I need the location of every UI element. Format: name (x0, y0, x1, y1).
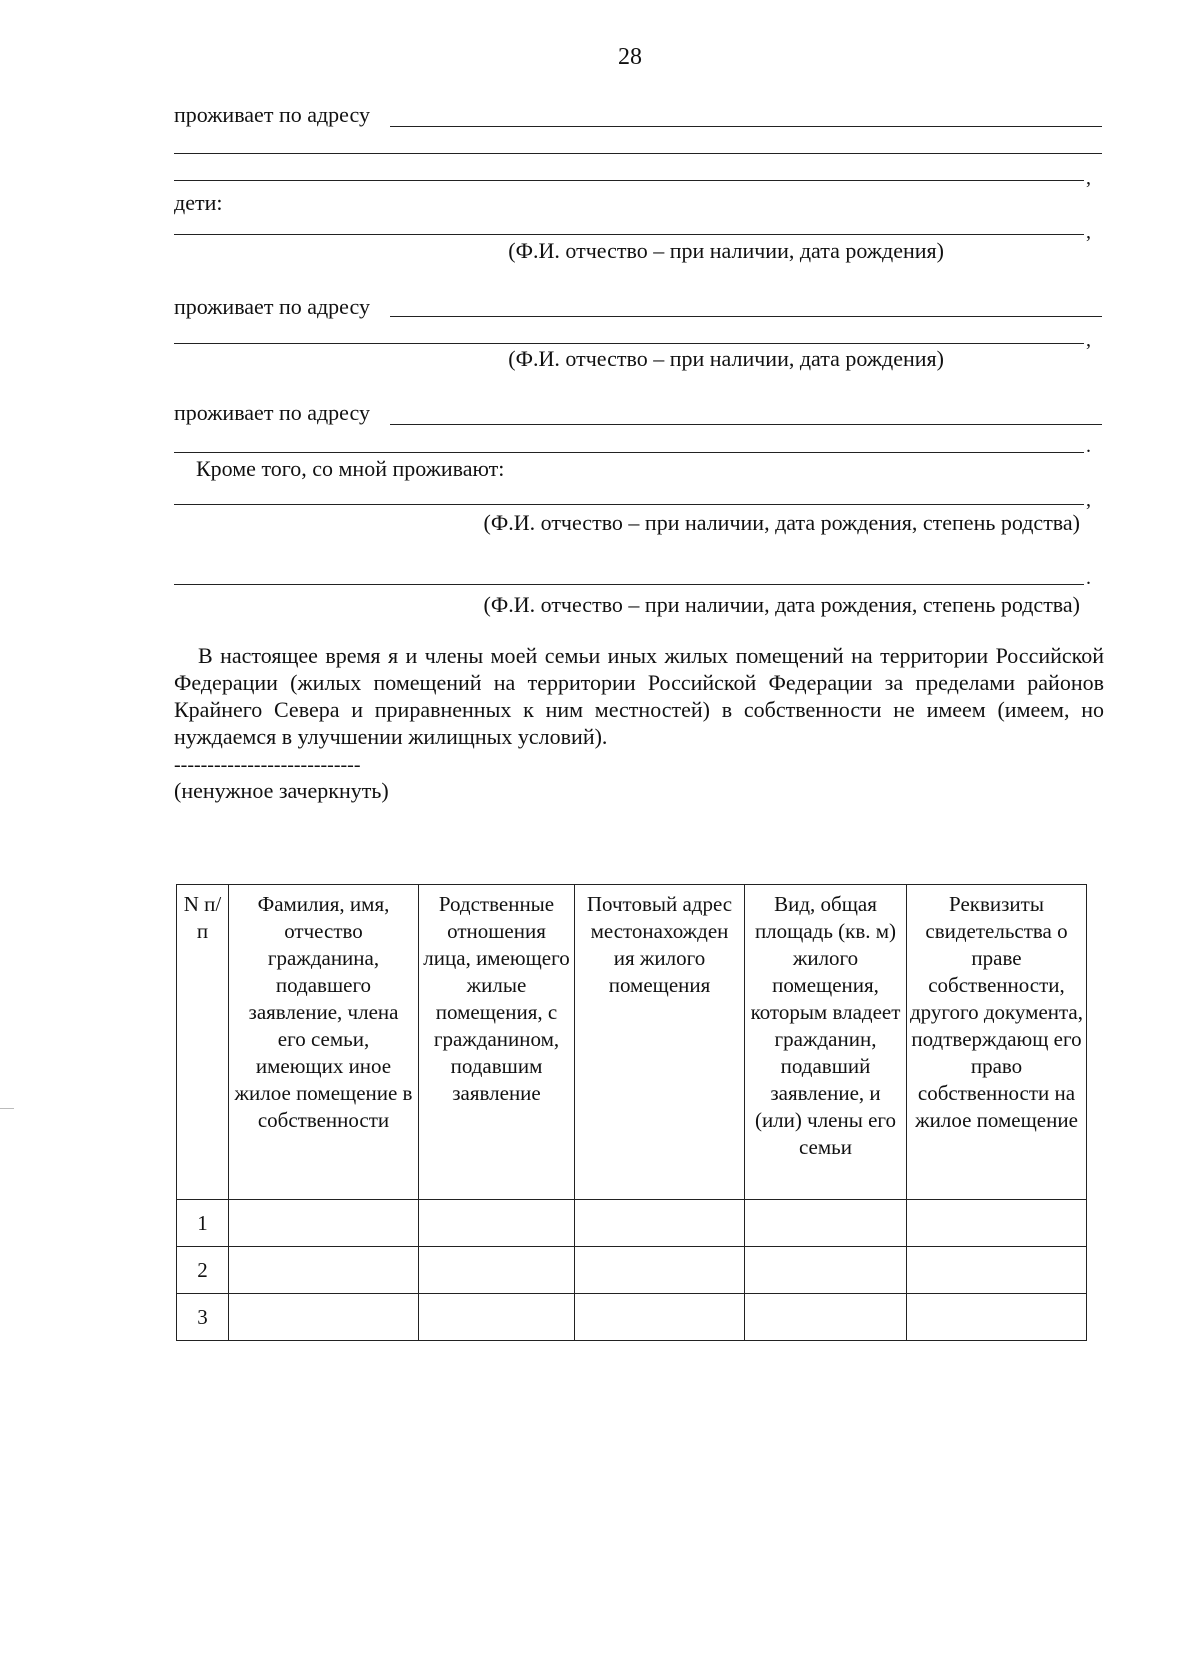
table-row (177, 1294, 1087, 1341)
relative-caption-2: (Ф.И. отчество – при наличии, дата рождения, степень родства) (483, 592, 1080, 617)
cell-certificate[interactable] (907, 1200, 1087, 1247)
cell-full-name[interactable] (229, 1247, 419, 1294)
relative-line-2[interactable] (174, 584, 1084, 585)
cell-relationship[interactable] (419, 1200, 575, 1247)
header-postal-address: Почтовый адрес местонахожден ия жилого помещения (575, 885, 745, 1200)
address-line-3b[interactable] (174, 452, 1084, 453)
address-line-1c[interactable] (174, 180, 1084, 181)
row-number: 2 (177, 1247, 229, 1294)
comma-4: , (1086, 489, 1091, 511)
row-number: 3 (177, 1294, 229, 1341)
address-line-2a[interactable] (390, 316, 1102, 317)
address-label-1: проживает по адресу (174, 102, 370, 127)
also-living-label: Кроме того, со мной проживают: (196, 456, 505, 481)
property-statement: В настоящее время я и члены моей семьи иных жилых помещений на территории Российской Федерации (жилых помещений на территории Российской Федерации за пределами районов Крайнего Севера и приравненных к ним местностей) в собственности не имеем (имеем, но нуждаемся в улучшении жилищных условий). (174, 643, 1104, 749)
address-line-1b[interactable] (174, 153, 1102, 154)
property-table (176, 884, 1087, 1341)
table-header-row (177, 885, 1087, 1200)
cell-postal-address[interactable] (575, 1294, 745, 1341)
period-1: . (1086, 435, 1091, 457)
cell-type-area[interactable] (745, 1200, 907, 1247)
cell-full-name[interactable] (229, 1200, 419, 1247)
relative-caption-1: (Ф.И. отчество – при наличии, дата рождения, степень родства) (483, 510, 1080, 535)
header-relationship: Родственные отношения лица, имеющего жилые помещения, с гражданином, подавшим заявление (419, 885, 575, 1200)
comma-2: , (1086, 221, 1091, 243)
strike-note: (ненужное зачеркнуть) (174, 778, 389, 803)
cell-type-area[interactable] (745, 1294, 907, 1341)
cell-certificate[interactable] (907, 1294, 1087, 1341)
cell-certificate[interactable] (907, 1247, 1087, 1294)
relative-line-1[interactable] (174, 504, 1084, 505)
cell-relationship[interactable] (419, 1294, 575, 1341)
child-caption-1: (Ф.И. отчество – при наличии, дата рождения) (508, 238, 944, 263)
period-2: . (1086, 567, 1091, 589)
address-line-3a[interactable] (390, 424, 1102, 425)
cell-postal-address[interactable] (575, 1247, 745, 1294)
comma-1: , (1086, 167, 1091, 189)
children-label: дети: (174, 190, 223, 215)
address-line-1a[interactable] (390, 126, 1102, 127)
address-label-3: проживает по адресу (174, 400, 370, 425)
cell-full-name[interactable] (229, 1294, 419, 1341)
table-row (177, 1247, 1087, 1294)
cell-postal-address[interactable] (575, 1200, 745, 1247)
page-number: 28 (618, 44, 642, 70)
table-row (177, 1200, 1087, 1247)
scan-edge-mark (0, 1108, 14, 1109)
header-certificate: Реквизиты свидетельства о праве собственности, другого документа, подтверждающ его право собственности на жилое помещение (907, 885, 1087, 1200)
cell-type-area[interactable] (745, 1247, 907, 1294)
address-label-2: проживает по адресу (174, 294, 370, 319)
dash-separator: ---------------------------- (174, 754, 361, 776)
child-line-1[interactable] (174, 234, 1084, 235)
comma-3: , (1086, 329, 1091, 351)
header-number: N п/п (177, 885, 229, 1200)
header-type-area: Вид, общая площадь (кв. м) жилого помещения, которым владеет гражданин, подавший заявление, и (или) члены его семьи (745, 885, 907, 1200)
header-full-name: Фамилия, имя, отчество гражданина, подавшего заявление, члена его семьи, имеющих иное жилое помещение в собственности (229, 885, 419, 1200)
child-line-2[interactable] (174, 343, 1084, 344)
cell-relationship[interactable] (419, 1247, 575, 1294)
row-number: 1 (177, 1200, 229, 1247)
child-caption-2: (Ф.И. отчество – при наличии, дата рождения) (508, 346, 944, 371)
